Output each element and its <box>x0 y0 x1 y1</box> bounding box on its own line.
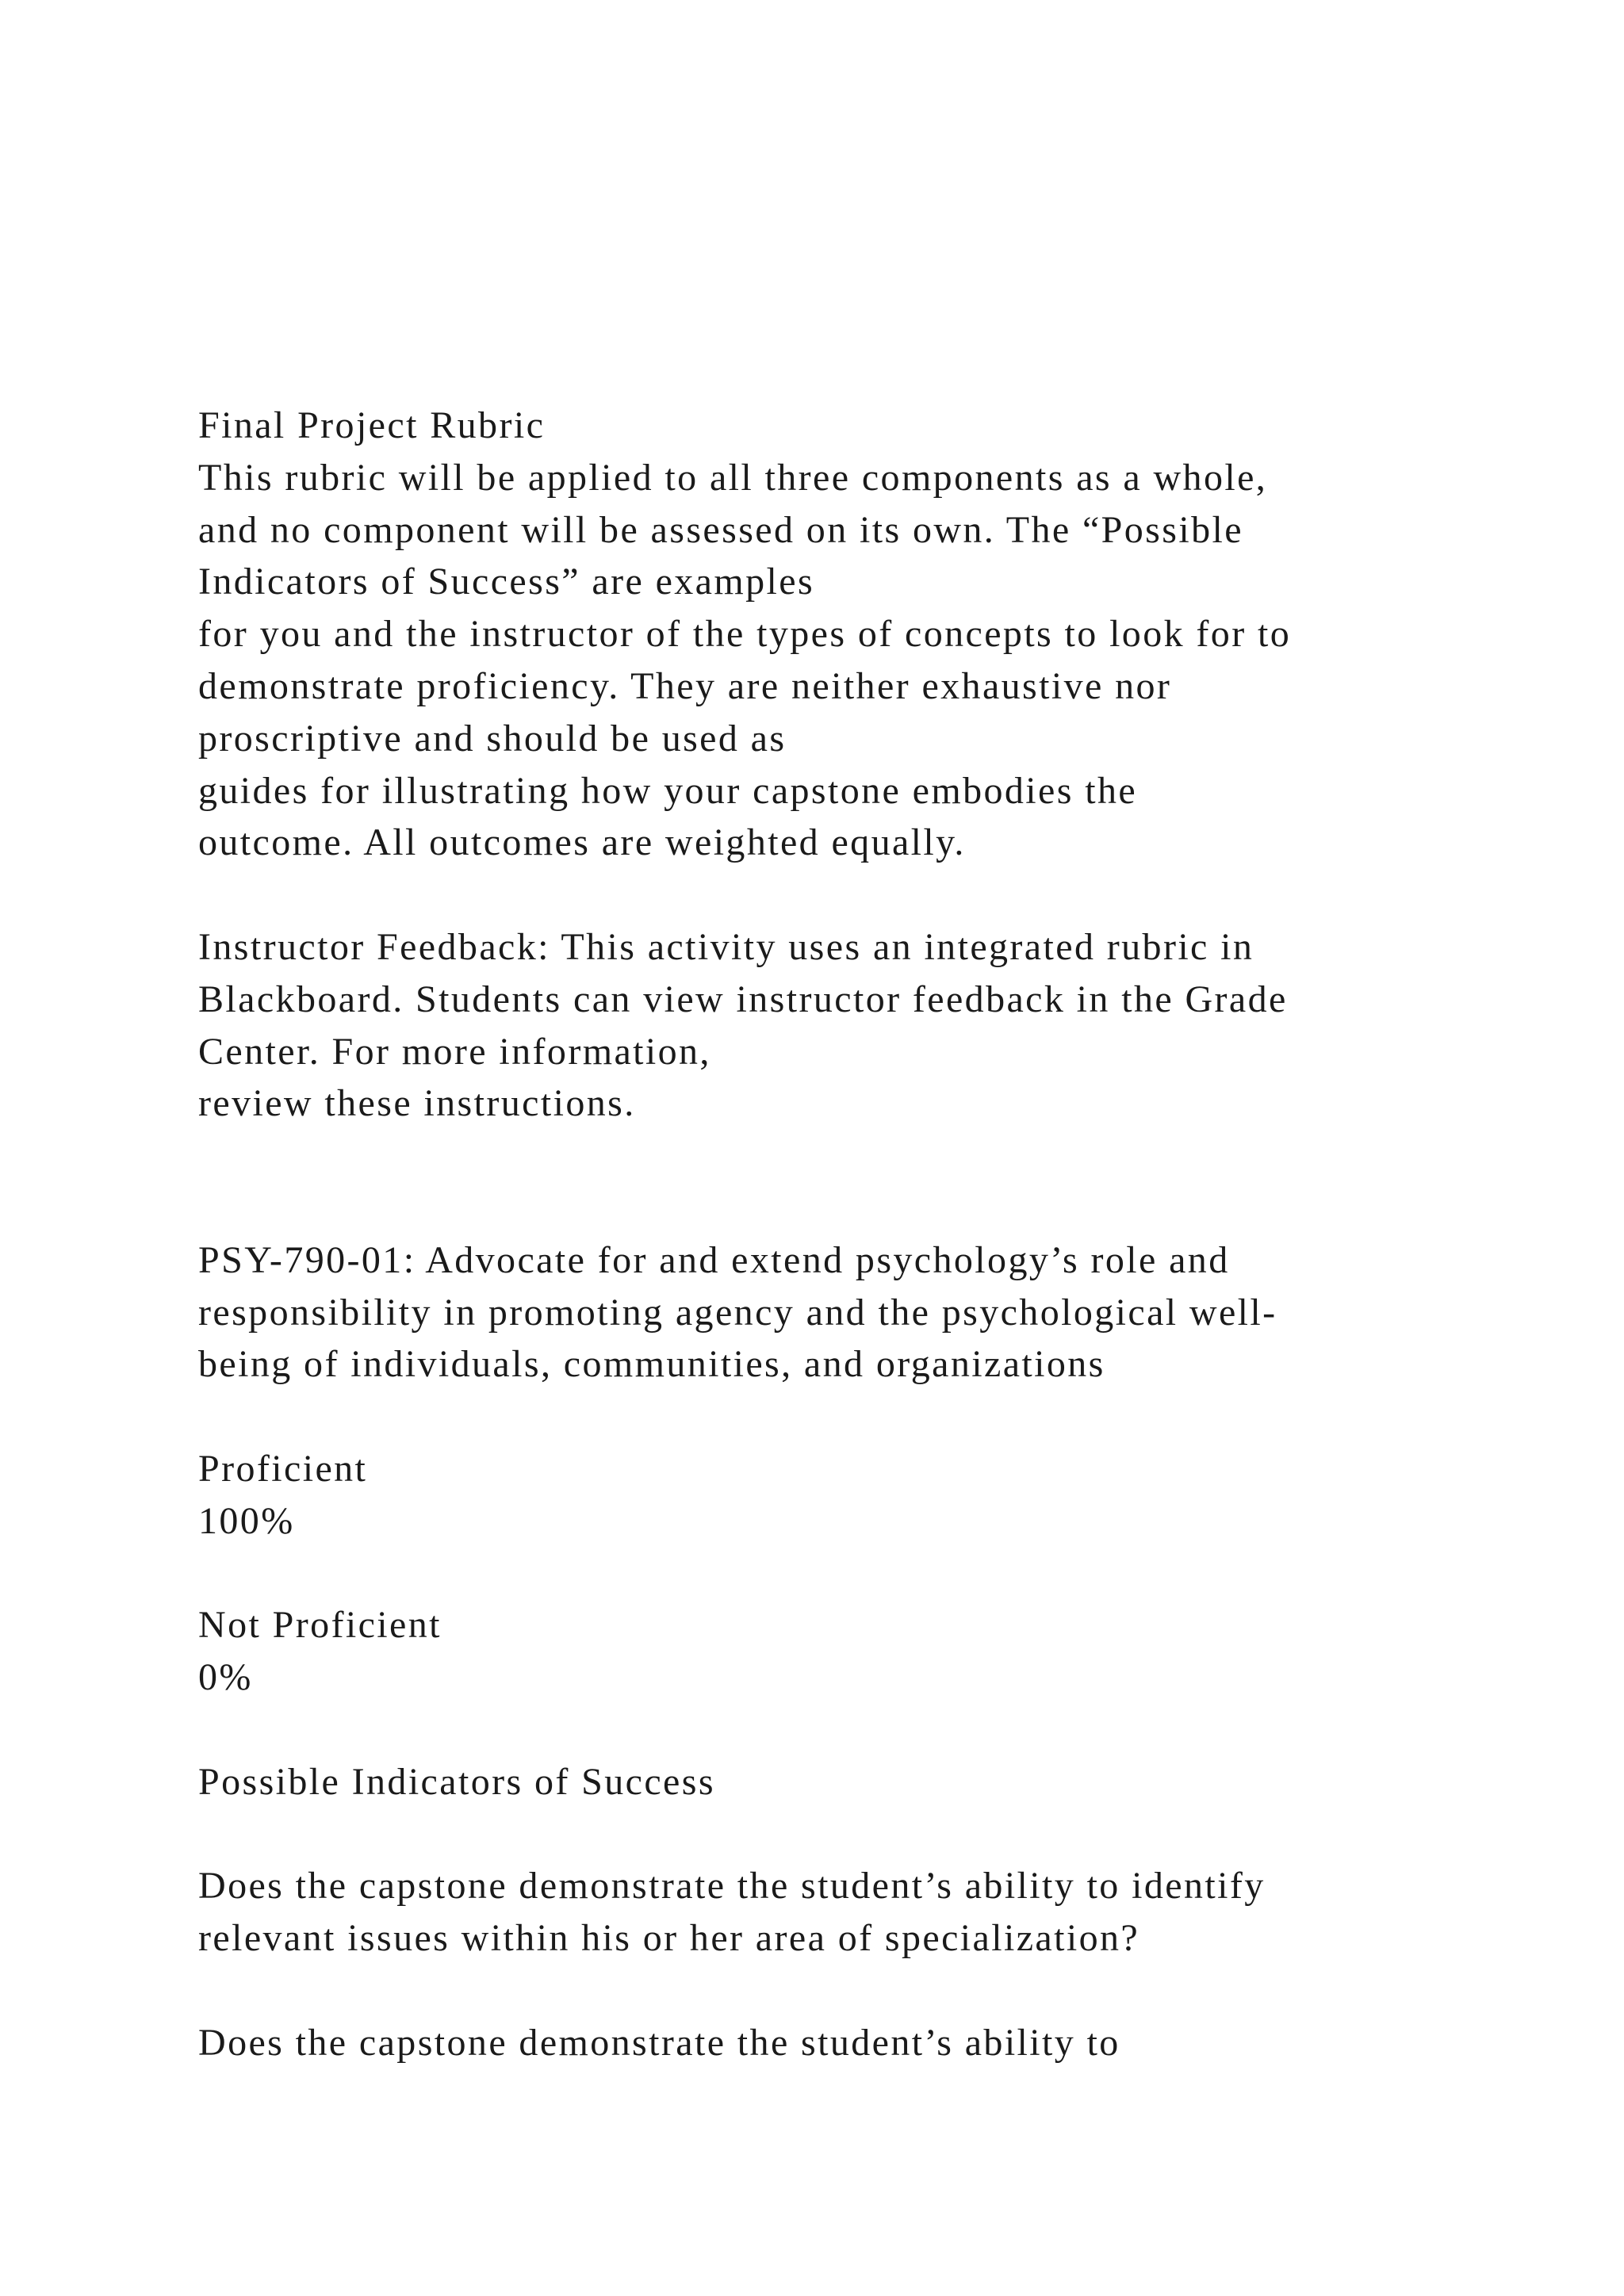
outcome-line: being of individuals, communities, and organizations <box>198 1343 1105 1386</box>
question-line: relevant issues within his or her area of specialization? <box>198 1917 1140 1960</box>
blank-line <box>198 1391 1546 1443</box>
feedback-line: Blackboard. Students can view instructor feedback in the Grade <box>198 978 1288 1020</box>
outcome-line: PSY-790-01: Advocate for and extend psychology’s role and <box>198 1238 1230 1281</box>
blank-line <box>198 1704 1546 1756</box>
proficient-value: 100% <box>198 1499 295 1542</box>
blank-line <box>198 1130 1546 1182</box>
blank-line <box>198 1808 1546 1861</box>
document-body <box>198 400 1546 2069</box>
proficient-label: Proficient <box>198 1447 368 1490</box>
not-proficient-value: 0% <box>198 1656 253 1699</box>
question-line: Does the capstone demonstrate the student’s ability to <box>198 2021 1120 2064</box>
feedback-line: Instructor Feedback: This activity uses an integrated rubric in <box>198 925 1254 968</box>
intro-line: Indicators of Success” are examples <box>198 561 815 603</box>
document-title: Final Project Rubric <box>198 404 546 446</box>
intro-line: and no component will be assessed on its own. The “Possible <box>198 508 1243 551</box>
intro-line: guides for illustrating how your capstone embodies the <box>198 769 1138 812</box>
intro-line: This rubric will be applied to all three components as a whole, <box>198 456 1268 499</box>
intro-line: demonstrate proficiency. They are neither exhaustive nor <box>198 664 1172 707</box>
feedback-line: review these instructions. <box>198 1082 636 1125</box>
blank-line <box>198 1548 1546 1600</box>
feedback-line: Center. For more information, <box>198 1030 711 1073</box>
indicators-heading: Possible Indicators of Success <box>198 1760 715 1803</box>
blank-line <box>198 869 1546 921</box>
intro-line: proscriptive and should be used as <box>198 717 787 760</box>
outcome-line: responsibility in promoting agency and the psychological well- <box>198 1291 1277 1334</box>
blank-line <box>198 1965 1546 2017</box>
not-proficient-label: Not Proficient <box>198 1604 442 1647</box>
question-line: Does the capstone demonstrate the student’s ability to identify <box>198 1865 1266 1908</box>
intro-line: outcome. All outcomes are weighted equally. <box>198 821 966 864</box>
intro-line: for you and the instructor of the types of concepts to look for to <box>198 613 1292 656</box>
blank-line <box>198 1182 1546 1234</box>
